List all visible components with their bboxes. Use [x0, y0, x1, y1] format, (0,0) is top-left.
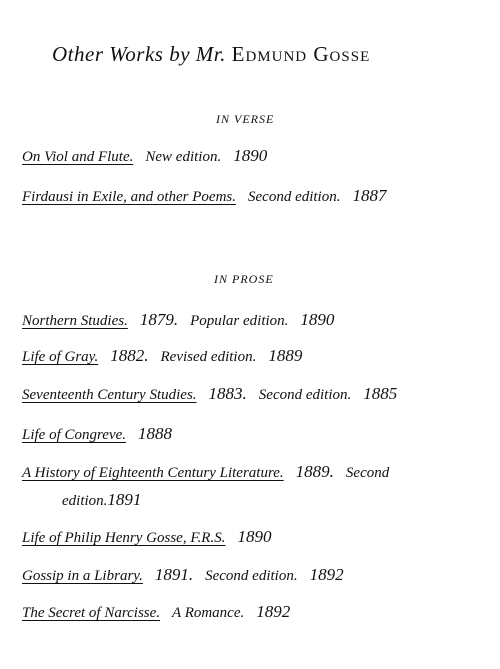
- entry-title: Firdausi in Exile, and other Poems.: [22, 189, 236, 205]
- entry-title: A History of Eighteenth Century Literature.: [22, 465, 284, 481]
- entry-year: 1883.: [208, 384, 247, 403]
- entry-detail: New edition.: [145, 149, 222, 165]
- prose-entry-5: [22, 462, 389, 482]
- entry-year: 1887: [352, 186, 387, 205]
- entry-detail: Second edition.: [205, 568, 298, 584]
- prose-entry-1: [22, 310, 334, 330]
- prose-entry-7: [22, 565, 344, 585]
- entry-title: Life of Philip Henry Gosse, F.R.S.: [22, 530, 226, 546]
- entry-title: On Viol and Flute.: [22, 149, 134, 165]
- entry-year: 1889.: [295, 462, 334, 481]
- entry-year: 1882.: [110, 346, 149, 365]
- entry-year: 1892: [256, 602, 291, 621]
- entry-title: Life of Congreve.: [22, 427, 127, 443]
- prose-entry-2: [22, 346, 302, 366]
- verse-entry-2: [22, 186, 386, 206]
- heading-prefix: Other Works by Mr.: [52, 42, 226, 66]
- section-title-verse: IN VERSE: [216, 112, 275, 126]
- prose-entry-6: [22, 527, 271, 547]
- entry-year-2: 1891: [107, 490, 142, 509]
- heading-author: Edmund Gosse: [231, 42, 371, 66]
- entry-year: 1888: [138, 424, 173, 443]
- entry-year: 1890: [233, 146, 268, 165]
- entry-detail: Second: [345, 465, 390, 481]
- entry-detail: A Romance.: [172, 605, 245, 621]
- prose-entry-4: [22, 424, 172, 444]
- section-title-prose: IN PROSE: [214, 272, 274, 286]
- entry-detail: Popular edition.: [190, 313, 289, 329]
- entry-year-2: 1892: [309, 565, 344, 584]
- entry-title: The Secret of Narcisse.: [22, 605, 161, 621]
- entry-detail: Second edition.: [258, 387, 352, 403]
- entry-title: Seventeenth Century Studies.: [22, 387, 197, 403]
- entry-title: Northern Studies.: [22, 313, 128, 329]
- prose-entry-3: [22, 384, 397, 404]
- entry-continuation: edition.: [62, 493, 108, 509]
- entry-year: 1890: [237, 527, 272, 546]
- entry-year: 1879.: [139, 310, 179, 329]
- verse-entry-1: [22, 146, 267, 166]
- entry-title: Gossip in a Library.: [22, 568, 143, 584]
- entry-year-2: 1890: [300, 310, 335, 329]
- entry-title: Life of Gray.: [22, 349, 99, 365]
- prose-entry-8: [22, 602, 290, 622]
- entry-year-2: 1889: [268, 346, 303, 365]
- entry-detail: Revised edition.: [160, 349, 257, 365]
- prose-entry-5-continuation: [62, 490, 141, 510]
- page-heading: [52, 42, 370, 67]
- entry-year-2: 1885: [363, 384, 398, 403]
- entry-detail: Second edition.: [248, 189, 341, 205]
- entry-year: 1891.: [154, 565, 194, 584]
